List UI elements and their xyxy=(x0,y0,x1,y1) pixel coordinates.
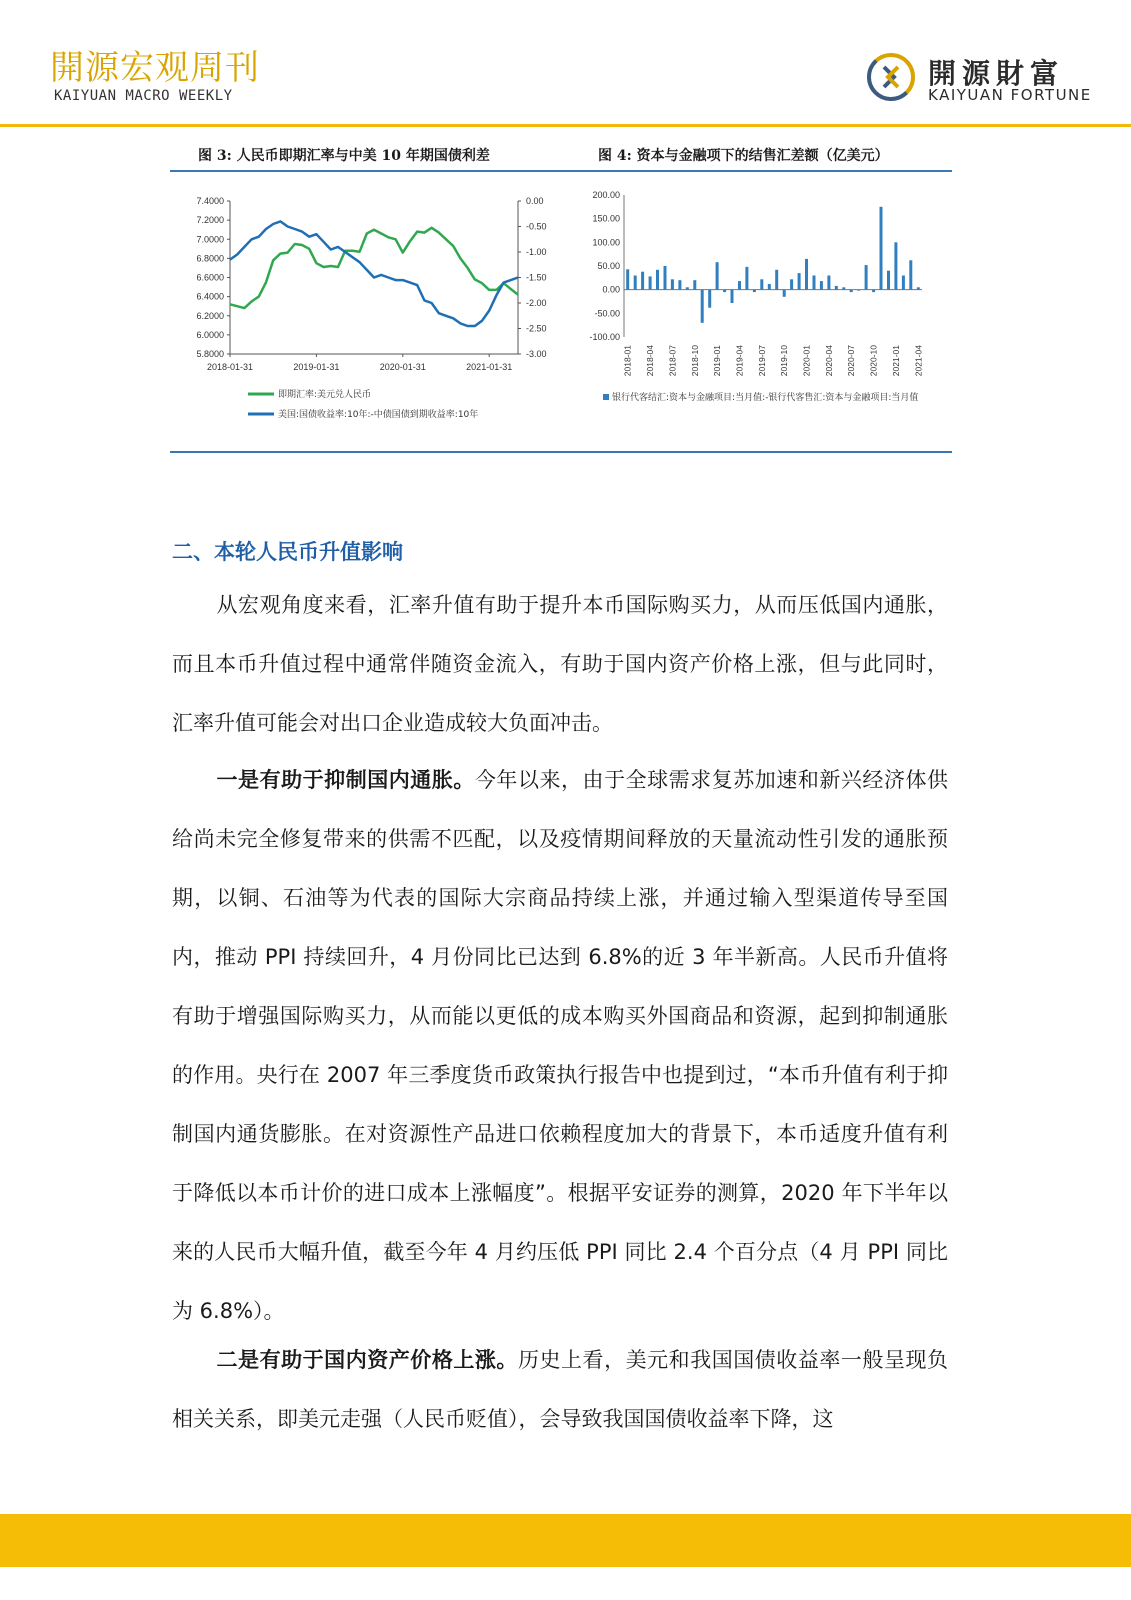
figure4-bar xyxy=(641,272,644,290)
figure3-left-tick-label: 6.0000 xyxy=(196,329,224,340)
figure4-x-tick-label: 2018-04 xyxy=(645,345,656,377)
figure4-bar xyxy=(701,290,704,323)
paragraph-1-text: 从宏观角度来看，汇率升值有助于提升本币国际购买力，从而压低国内通胀，而且本币升值过程中通常伴随资金流入，有助于国内资产价格上涨，但与此同时，汇率升值可能会对出口企业造成较大负面冲击。 xyxy=(172,593,948,735)
figure4-bar xyxy=(738,281,741,290)
figure4-y-tick-label: 0.00 xyxy=(602,284,620,295)
paragraph-2-lead: 一是有助于抑制国内通胀。 xyxy=(216,768,475,792)
figure4-bar xyxy=(790,279,793,289)
figure4-y-tick-label: -100.00 xyxy=(589,332,620,342)
figure3-left-tick-label: 5.8000 xyxy=(196,349,224,359)
figure4-bar xyxy=(805,259,808,290)
figure4-bar xyxy=(872,290,875,292)
figure4-y-tick-label: 200.00 xyxy=(592,190,620,200)
figure4-bar xyxy=(798,273,801,290)
figure3-legend-label: 美国:国债收益率:10年:-中债国债到期收益率:10年 xyxy=(278,410,479,420)
figure4-x-tick-label: 2020-07 xyxy=(846,345,857,377)
figure4-bar xyxy=(880,207,883,290)
figure3-left-tick-label: 6.2000 xyxy=(196,310,224,321)
figure4-bar xyxy=(909,260,912,289)
figure4-title: 图 4: 资本与金融项下的结售汇差额（亿美元） xyxy=(598,148,889,164)
figure4-bar xyxy=(760,279,763,289)
figure3-right-tick-label: -2.50 xyxy=(526,323,547,334)
figure4-bar xyxy=(887,271,890,290)
figure4-bar xyxy=(917,287,920,289)
figure3-legend-label: 即期汇率:美元兑人民币 xyxy=(278,390,372,400)
figure-panel xyxy=(170,140,952,456)
header-divider xyxy=(0,124,1131,127)
figure4-bar xyxy=(768,284,771,290)
paragraph-3-text: 历史上看，美元和我国国债收益率一般呈现负相关关系，即美元走强（人民币贬值），会导致我国国债收益率下降，这 xyxy=(172,1348,949,1431)
figure3-title: 图 3: 人民币即期汇率与中美 10 年期国债利差 xyxy=(198,148,490,164)
figure4-x-tick-label: 2020-04 xyxy=(823,345,834,377)
figure4-bar xyxy=(753,290,756,292)
figure4-legend-swatch xyxy=(603,394,609,400)
figure3-left-tick-label: 7.2000 xyxy=(196,215,224,226)
brand-title-en: KAIYUAN MACRO WEEKLY xyxy=(54,88,233,104)
paragraph-1 xyxy=(172,576,948,753)
figure3-x-tick-label: 2019-01-31 xyxy=(293,362,340,372)
figure4-x-tick-label: 2019-04 xyxy=(734,345,745,377)
figure4-bar xyxy=(775,270,778,290)
figure3-right-tick-label: -0.50 xyxy=(526,221,547,232)
figure3-left-tick-label: 6.8000 xyxy=(196,253,224,264)
figure4-bar xyxy=(842,287,845,289)
paragraph-3-lead: 二是有助于国内资产价格上涨。 xyxy=(216,1348,518,1372)
figure4-bar xyxy=(894,242,897,289)
figure4-bar xyxy=(626,269,629,289)
figure3-x-tick-label: 2020-01-31 xyxy=(379,362,426,372)
paragraph-3 xyxy=(172,1331,948,1449)
section-heading: 二、本轮人民币升值影响 xyxy=(172,540,403,564)
figure4-x-tick-label: 2018-07 xyxy=(667,345,678,377)
figure4-y-tick-label: 150.00 xyxy=(592,213,620,224)
figure3-right-tick-label: -1.00 xyxy=(526,247,547,257)
figure4-y-tick-label: -50.00 xyxy=(594,308,620,319)
figure4-bar xyxy=(664,266,667,290)
page-header xyxy=(0,0,1131,126)
figure4-bar xyxy=(731,290,734,303)
figure4-legend-label: 银行代客结汇:资本与金融项目:当月值:-银行代客售汇:资本与金融项目:当月值 xyxy=(612,393,919,403)
figure4-bar xyxy=(902,276,905,290)
company-logo xyxy=(866,50,1106,108)
figure4-bar xyxy=(850,290,853,292)
figure4-bar xyxy=(708,290,711,308)
paragraph-2 xyxy=(172,751,948,1341)
figure3-right-tick-label: -2.00 xyxy=(526,298,547,308)
figure3-right-tick-label: -1.50 xyxy=(526,272,547,283)
figure4-bar xyxy=(634,276,637,290)
figure4-x-tick-label: 2020-01 xyxy=(801,345,812,377)
figure4-bar xyxy=(865,265,868,290)
figure3-right-tick-label: -3.00 xyxy=(526,349,547,359)
figure4-x-tick-label: 2020-10 xyxy=(868,345,879,377)
figure4-x-tick-label: 2021-04 xyxy=(913,345,924,377)
figure4-y-tick-label: 50.00 xyxy=(597,261,620,271)
figure4-bar xyxy=(813,276,816,290)
figure4-bar xyxy=(656,270,659,290)
figure4-bar xyxy=(716,262,719,290)
figure3-plot-bg xyxy=(186,178,556,440)
figure-rule-bottom xyxy=(170,451,952,453)
figure4-bar xyxy=(820,281,823,290)
figure4-bar xyxy=(686,287,689,289)
figure3-left-tick-label: 6.4000 xyxy=(196,291,224,302)
figure4-x-tick-label: 2018-01 xyxy=(622,345,633,377)
figure-charts xyxy=(170,140,952,456)
figure3-x-tick-label: 2018-01-31 xyxy=(206,362,254,372)
kaiyuan-logo-icon xyxy=(866,52,916,102)
figure4-x-tick-label: 2021-01 xyxy=(890,345,901,377)
figure4-x-tick-label: 2018-10 xyxy=(689,345,700,377)
figure3-left-tick-label: 7.0000 xyxy=(196,234,224,245)
figure4-bar xyxy=(671,279,674,289)
figure4-bar xyxy=(745,267,748,290)
figure4-bar xyxy=(857,290,860,291)
figure4-bar xyxy=(835,286,838,290)
logo-text-cn: 開源財富 xyxy=(928,57,1065,90)
paragraph-2-text: 今年以来，由于全球需求复苏加速和新兴经济体供给尚未完全修复带来的供需不匹配，以及疫情期间释放的天量流动性引发的通胀预期，以铜、石油等为代表的国际大宗商品持续上涨，并通过输入型渠道传导至国内，推动 PPI 持续回升，4 月份同比已达到 6.8%的近 3 年半新高。人民币升值将有助于增强国际购买力，从而能以更低的成本购买外国商品和资源，起到抑制通胀的作用。央行在 2007 年三季度货币政策执行报告中也提到过，“本币升值有利于抑制国内通货膨胀。在对资源性产品进口依赖程度加大的背景下，本币适度升值有利于降低以本币计价的进口成本上涨幅度”。根据平安证券的测算，2020 年下半年以来的人民币大幅升值，截至今年 4 月约压低 PPI 同比 2.4 个百分点（4 月 PPI 同比为 6.8%）。 xyxy=(172,768,949,1323)
figure3-right-tick-label: 0.00 xyxy=(526,196,544,206)
figure4-y-tick-label: 100.00 xyxy=(592,237,620,248)
figure4-bar xyxy=(693,280,696,290)
figure4-x-tick-label: 2019-10 xyxy=(779,345,790,377)
figure3-left-tick-label: 6.6000 xyxy=(196,272,224,283)
figure4-bar xyxy=(783,290,786,297)
figure4-x-tick-label: 2019-01 xyxy=(712,345,723,377)
figure4-x-tick-label: 2019-07 xyxy=(756,345,767,377)
figure4-bar xyxy=(678,280,681,290)
logo-text-en: KAIYUAN FORTUNE xyxy=(928,86,1092,104)
figure4-bar xyxy=(827,276,830,290)
footer-bar xyxy=(0,1514,1131,1567)
brand-title-cn: 開源宏观周刊 xyxy=(50,48,260,88)
figure3-x-tick-label: 2021-01-31 xyxy=(466,362,513,372)
figure4-bar xyxy=(723,290,726,292)
figure4-bar xyxy=(649,276,652,289)
figure3-left-tick-label: 7.4000 xyxy=(196,196,224,206)
